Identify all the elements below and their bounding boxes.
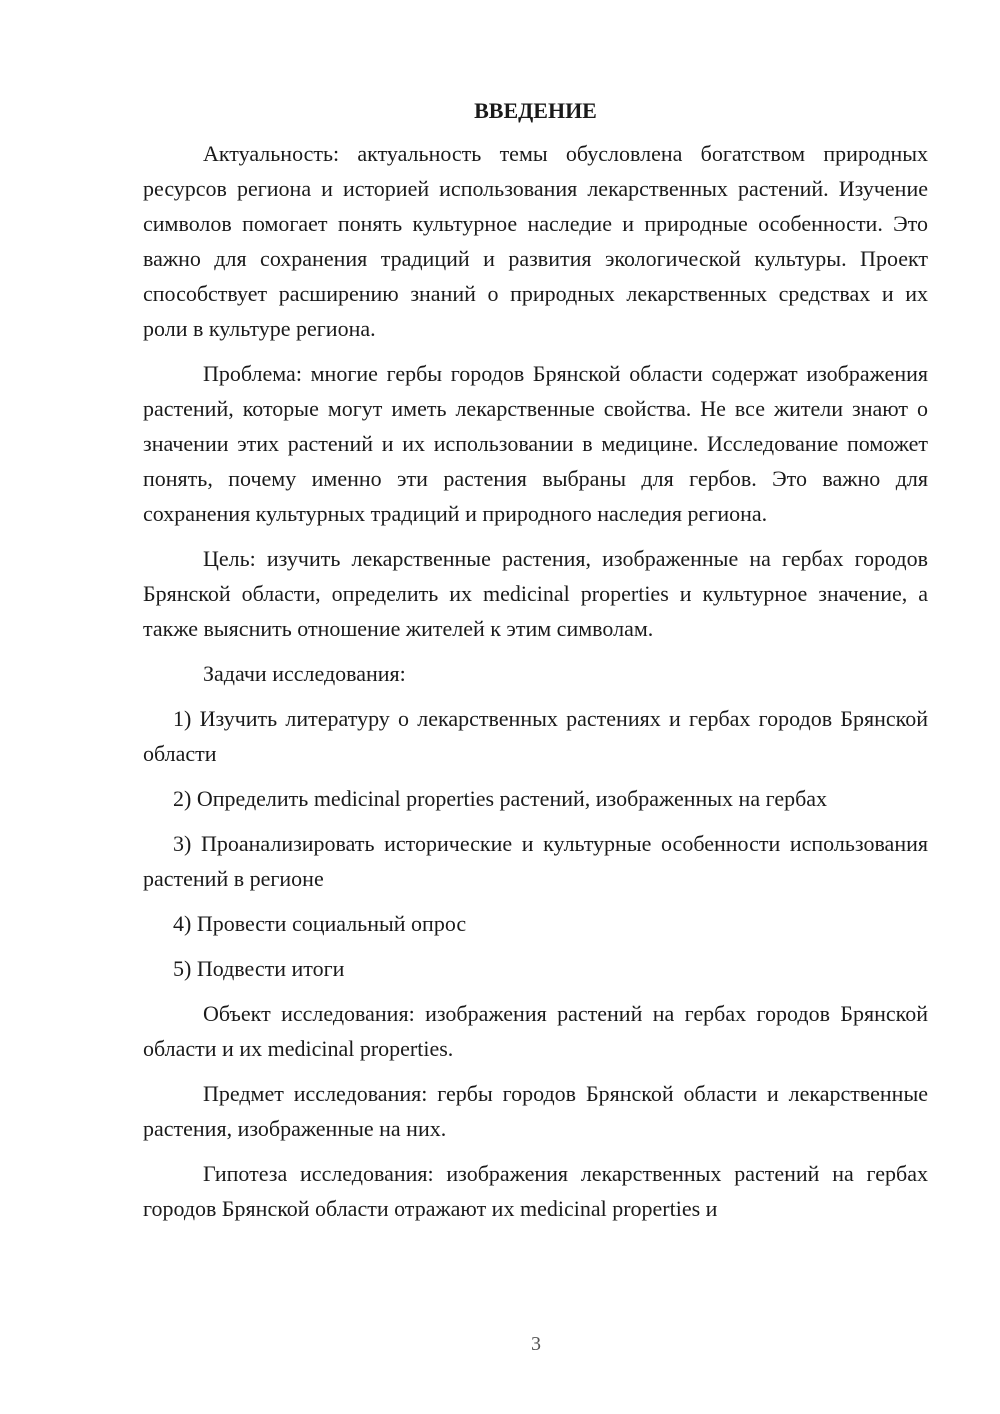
task-item-1: 1) Изучить литературу о лекарственных растениях и гербах городов Брянской области bbox=[143, 706, 928, 766]
page-title: ВВЕДЕНИЕ bbox=[474, 98, 597, 123]
paragraph-goal: Цель: изучить лекарственные растения, изображенные на гербах городов Брянской области, определить их medicinal properties и культурное значение, а также выяснить отношение жителей к этим символам. bbox=[143, 546, 928, 641]
task-item-2: 2) Определить medicinal properties растений, изображенных на гербах bbox=[173, 786, 828, 811]
task-item-4: 4) Провести социальный опрос bbox=[173, 911, 467, 936]
page-number: 3 bbox=[531, 1333, 541, 1355]
paragraph-hypothesis: Гипотеза исследования: изображения лекарственных растений на гербах городов Брянской области отражают их medicinal properties и bbox=[143, 1161, 928, 1221]
tasks-list bbox=[143, 701, 928, 986]
paragraph-relevance: Актуальность: актуальность темы обусловлена богатством природных ресурсов региона и историей использования лекарственных растений. Изучение символов помогает понять культурное наследие и природные особенности. Это важно для сохранения традиций и развития экологической культуры. Проект способствует расширению знаний о природных лекарственных средствах и их роли в культуре региона. bbox=[143, 141, 928, 341]
paragraph-problem: Проблема: многие гербы городов Брянской области содержат изображения растений, которые могут иметь лекарственные свойства. Не все жители знают о значении этих растений и их использовании в медицине. Исследование поможет понять, почему именно эти растения выбраны для гербов. Это важно для сохранения культурных традиций и природного наследия региона. bbox=[143, 361, 928, 526]
tasks-heading: Задачи исследования: bbox=[203, 661, 406, 686]
paragraph-object: Объект исследования: изображения растений на гербах городов Брянской области и их medicinal properties. bbox=[143, 1001, 928, 1061]
document-page bbox=[143, 96, 928, 1236]
task-item-5: 5) Подвести итоги bbox=[173, 956, 345, 981]
paragraph-subject: Предмет исследования: гербы городов Брянской области и лекарственные растения, изображенные на них. bbox=[143, 1081, 928, 1141]
task-item-3: 3) Проанализировать исторические и культурные особенности использования растений в регионе bbox=[143, 831, 928, 891]
